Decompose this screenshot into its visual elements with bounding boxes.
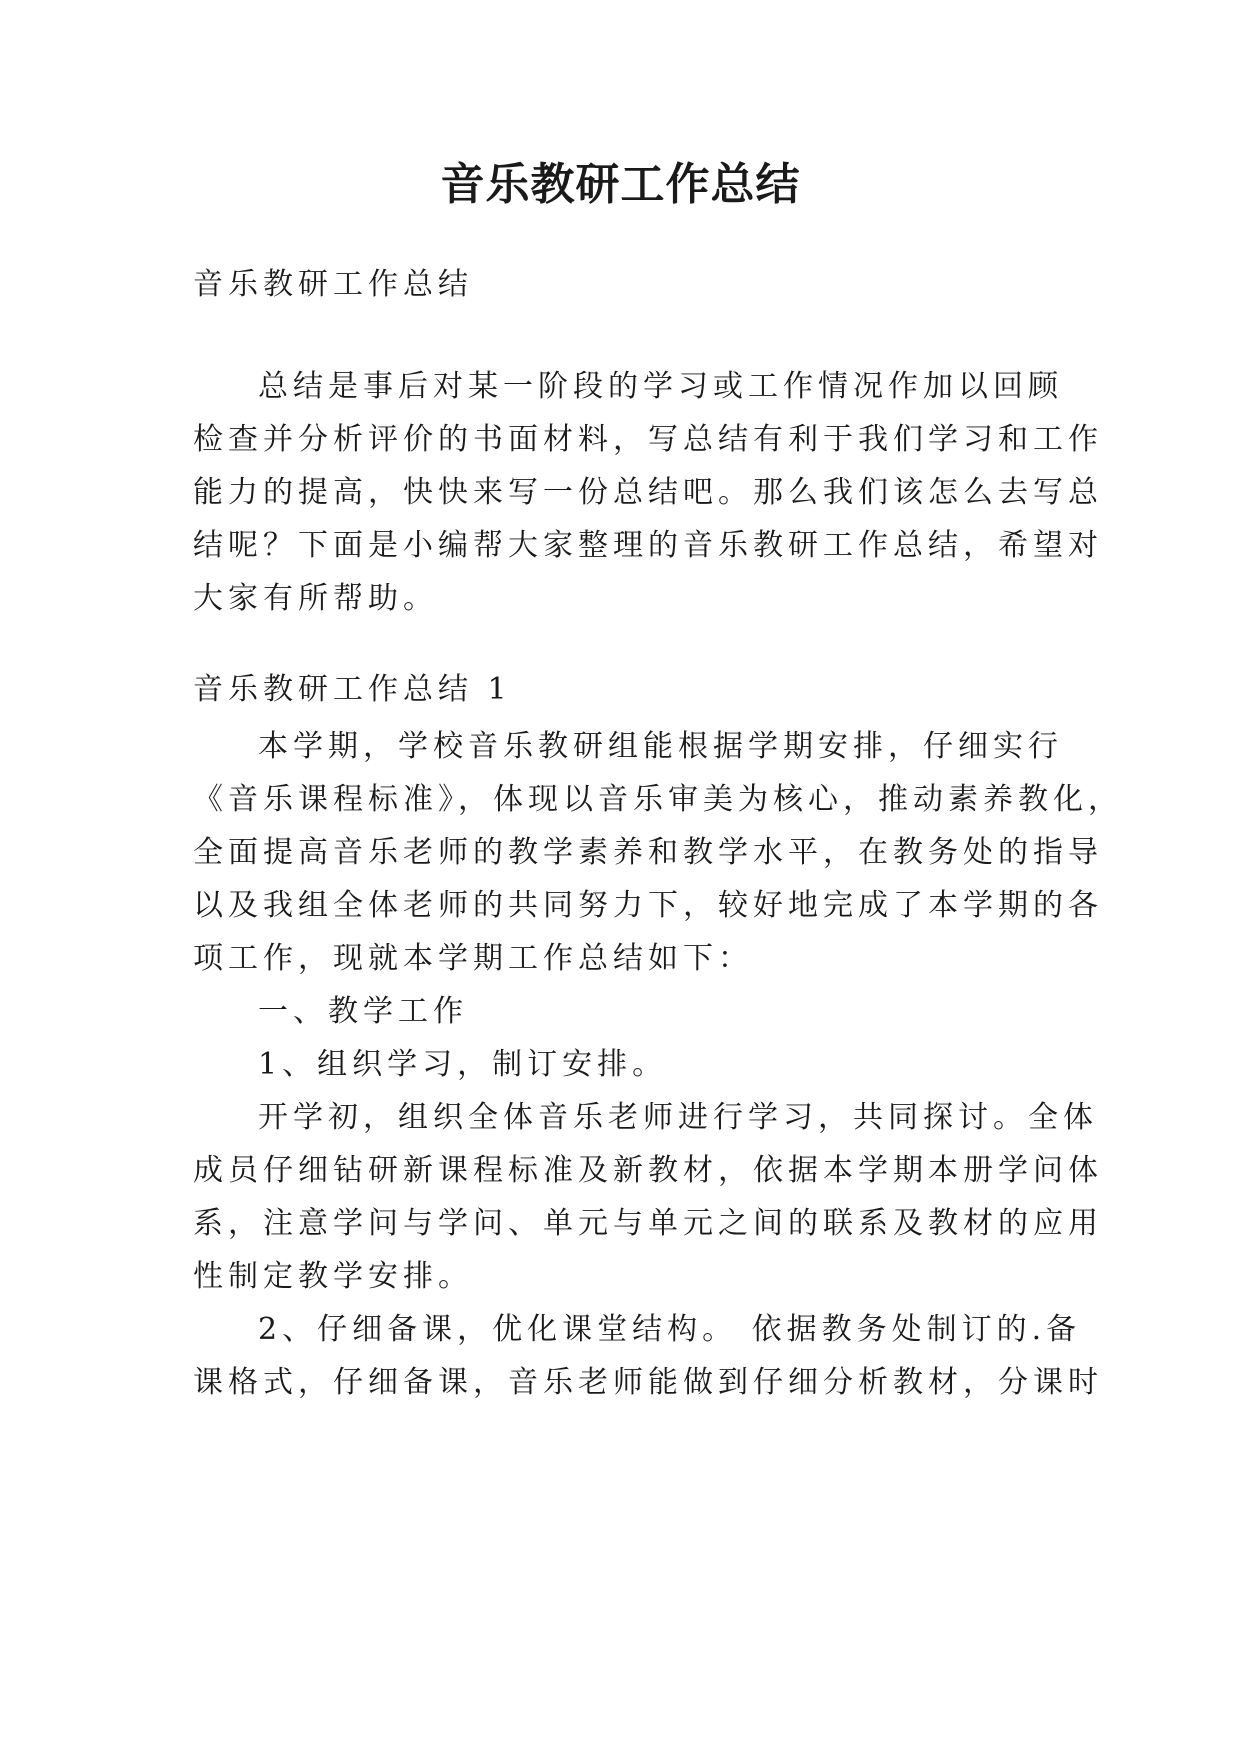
paragraph-line: 2、仔细备课，优化课堂结构。 依据教务处制订的.备	[258, 1312, 1082, 1347]
paragraph-line: 本学期，学校音乐教研组能根据学期安排，仔细实行	[258, 729, 1063, 764]
paragraph-line: 总结是事后对某一阶段的学习或工作情况作加以回顾	[258, 369, 1063, 404]
paragraph-line: 成员仔细钻研新课程标准及新教材，依据本学期本册学问体	[193, 1153, 1103, 1188]
paragraph-line: 以及我组全体老师的共同努力下，较好地完成了本学期的各	[193, 888, 1103, 923]
section-heading: 音乐教研工作总结 1	[193, 672, 512, 707]
paragraph-line: 系，注意学问与学问、单元与单元之间的联系及教材的应用	[193, 1206, 1103, 1241]
paragraph-line: 能力的提高，快快来写一份总结吧。那么我们该怎么去写总	[193, 475, 1103, 510]
paragraph-line: 大家有所帮助。	[193, 581, 438, 616]
paragraph-line: 项工作，现就本学期工作总结如下：	[193, 941, 753, 976]
paragraph-line: 检查并分析评价的书面材料，写总结有利于我们学习和工作	[193, 422, 1103, 457]
paragraph-line: 结呢？下面是小编帮大家整理的音乐教研工作总结，希望对	[193, 528, 1103, 563]
paragraph-line: 《音乐课程标准》，体现以音乐审美为核心，推动素养教化，	[193, 782, 1123, 817]
paragraph-line: 全面提高音乐老师的教学素养和教学水平，在教务处的指导	[193, 835, 1103, 870]
subheading: 1、组织学习，制订安排。	[258, 1047, 668, 1082]
document-title: 音乐教研工作总结	[440, 159, 801, 210]
subheading: 一、教学工作	[258, 994, 468, 1029]
paragraph-line: 开学初，组织全体音乐老师进行学习，共同探讨。全体	[258, 1100, 1098, 1135]
subtitle: 音乐教研工作总结	[193, 267, 473, 302]
paragraph-line: 性制定教学安排。	[193, 1259, 473, 1294]
paragraph-line: 课格式，仔细备课，音乐老师能做到仔细分析教材，分课时	[193, 1365, 1103, 1400]
